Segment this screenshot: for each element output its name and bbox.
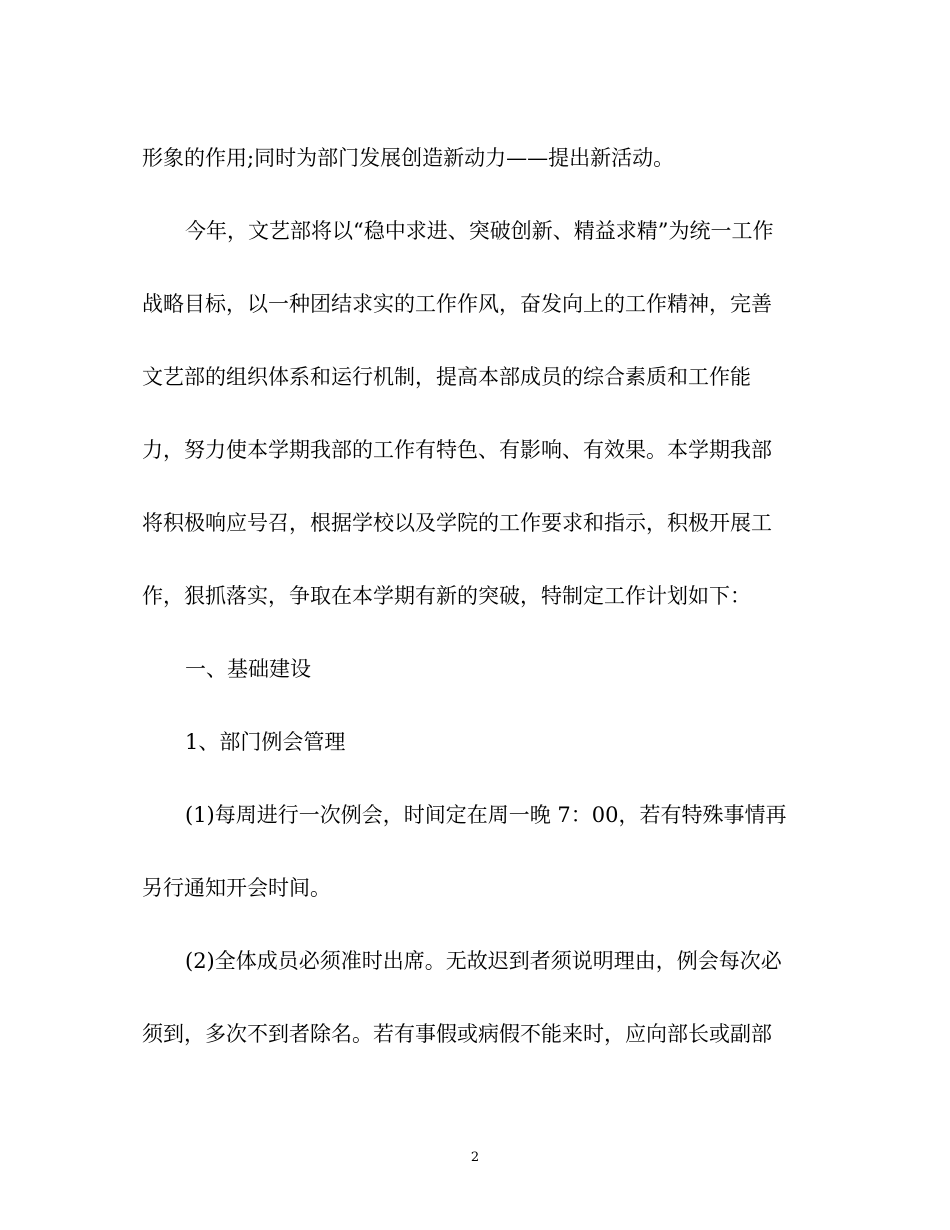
paragraph-start-line: 今年，文艺部将以“稳中求进、突破创新、精益求精”为统一工作 xyxy=(185,219,774,243)
text-line: 力，努力使本学期我部的工作有特色、有影响、有效果。本学期我部 xyxy=(142,438,772,462)
paragraph-start-line: (2)全体成员必须准时出席。无故迟到者须说明理由，例会每次必 xyxy=(185,949,782,973)
text-line: 须到，多次不到者除名。若有事假或病假不能来时，应向部长或副部 xyxy=(142,1022,772,1046)
text-line: 将积极响应号召，根据学校以及学院的工作要求和指示，积极开展工 xyxy=(142,511,772,535)
subsection-heading: 1、部门例会管理 xyxy=(185,730,346,754)
paragraph-start-line: (1)每周进行一次例会，时间定在周一晚 7：00，若有特殊事情再 xyxy=(185,803,787,827)
text-line: 作，狠抓落实，争取在本学期有新的突破，特制定工作计划如下： xyxy=(142,584,751,608)
text-line: 战略目标，以一种团结求实的工作作风，奋发向上的工作精神，完善 xyxy=(142,292,772,316)
text-line: 文艺部的组织体系和运行机制，提高本部成员的综合素质和工作能 xyxy=(142,365,751,389)
text-line: 形象的作用;同时为部门发展创造新动力——提出新活动。 xyxy=(142,146,675,170)
page-number: 2 xyxy=(470,1150,480,1165)
section-heading: 一、基础建设 xyxy=(185,657,311,681)
text-line: 另行通知开会时间。 xyxy=(142,876,331,900)
